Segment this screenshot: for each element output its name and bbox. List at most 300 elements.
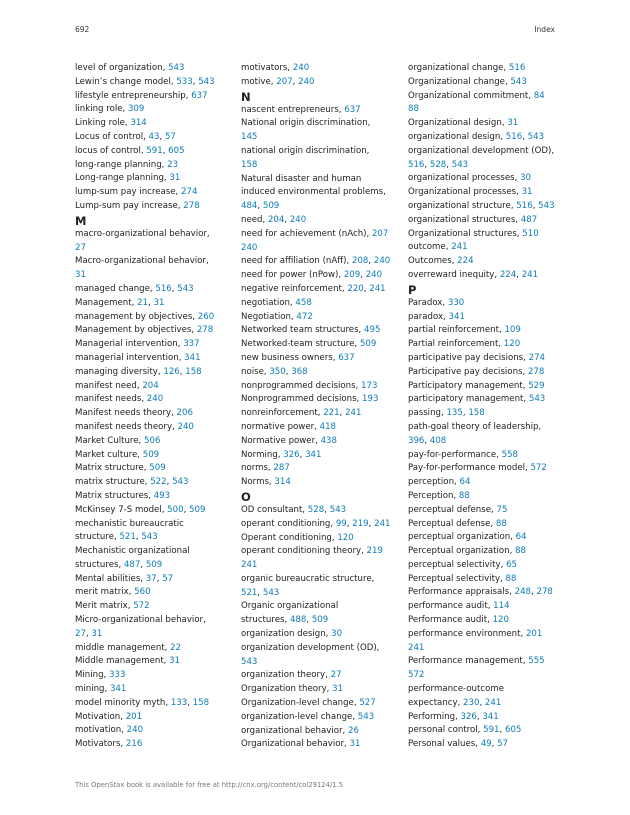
page-link[interactable]: 495 (364, 325, 381, 336)
index-term: Norming, (241, 449, 284, 460)
page-link[interactable]: 31 (153, 297, 165, 308)
page-link[interactable]: 333 (109, 670, 126, 681)
index-term: macro-organizational behavior, (75, 228, 210, 239)
page-link[interactable]: 206 (176, 408, 193, 419)
index-entry (241, 407, 401, 421)
index-entry (408, 90, 568, 118)
page-link[interactable]: 241 (374, 518, 391, 529)
page-link[interactable]: 543 (198, 76, 215, 87)
index-term: need for achievement (nAch), (241, 228, 372, 239)
index-entry-line (75, 628, 235, 642)
index-term: Outcomes, (408, 256, 458, 267)
index-entry-line (241, 242, 401, 256)
index-term: Merit matrix, (75, 601, 134, 612)
page-link[interactable]: 591 (146, 145, 163, 156)
index-entry (241, 642, 401, 670)
index-term: Participatory management, (408, 380, 529, 391)
index-entry (75, 393, 235, 407)
page-link[interactable]: 120 (492, 615, 509, 626)
index-term: structures, (75, 559, 124, 570)
index-term: Managerial intervention, (75, 339, 184, 350)
page-link[interactable]: 224 (499, 269, 517, 280)
page-link[interactable]: 528 (429, 159, 447, 170)
page-link[interactable]: 158 (192, 697, 210, 708)
index-entry-line (75, 186, 235, 200)
index-entry-line (241, 435, 401, 449)
page-link[interactable]: 88 (458, 490, 470, 501)
page-link[interactable]: 31 (169, 173, 181, 184)
page-link[interactable]: 543 (528, 394, 546, 405)
page-link[interactable]: 309 (127, 104, 145, 115)
page-link[interactable]: 30 (520, 173, 532, 184)
page-link[interactable]: 637 (344, 104, 361, 115)
index-term: linking role, (75, 104, 128, 115)
page-link[interactable]: 278 (196, 325, 214, 336)
page-link[interactable]: 560 (134, 587, 151, 598)
index-letter-heading: M (75, 213, 87, 228)
page-separator: , (159, 131, 165, 142)
page-link[interactable]: 31 (507, 118, 519, 129)
page-link[interactable]: 240 (292, 63, 310, 73)
page-link[interactable]: 64 (515, 532, 527, 543)
page-link[interactable]: 529 (528, 380, 545, 391)
page-link[interactable]: 438 (320, 435, 337, 446)
page-link[interactable]: 88 (515, 546, 527, 557)
index-entry (75, 545, 235, 573)
index-entry (75, 573, 235, 587)
index-entry (408, 655, 568, 683)
index-entry-line (241, 145, 401, 159)
page-link[interactable]: 241 (408, 642, 425, 653)
page-link[interactable]: 219 (366, 546, 383, 557)
page-link[interactable]: 368 (291, 366, 308, 377)
page-link[interactable]: 221 (323, 408, 340, 419)
page-link[interactable]: 31 (521, 187, 533, 198)
index-entry (75, 697, 235, 711)
index-term: Organizational processes, (408, 187, 522, 198)
page-link[interactable]: 241 (521, 269, 539, 280)
page-link[interactable]: 278 (183, 200, 200, 211)
page-link[interactable]: 204 (267, 214, 285, 225)
index-entry (75, 655, 235, 669)
page-link[interactable]: 21 (137, 297, 149, 308)
page-link[interactable]: 396 (408, 435, 425, 446)
page-link[interactable]: 240 (241, 242, 258, 253)
page-link[interactable]: 240 (289, 214, 307, 225)
page-link[interactable]: 43 (148, 131, 160, 142)
page-link[interactable]: 158 (241, 159, 258, 170)
index-entry (241, 476, 401, 490)
index-term: path-goal theory of leadership, (408, 421, 542, 432)
page-link[interactable]: 241 (241, 560, 258, 571)
page-link[interactable]: 516 (516, 200, 533, 211)
page-link[interactable]: 341 (482, 711, 499, 722)
page-link[interactable]: 241 (484, 697, 502, 708)
index-term: managing diversity, (75, 366, 164, 377)
page-separator: , (85, 628, 92, 639)
index-entry-line (408, 324, 568, 338)
page-link[interactable]: 555 (528, 656, 545, 667)
page-link[interactable]: 326 (283, 449, 300, 460)
page-link[interactable]: 543 (262, 587, 280, 598)
page-link[interactable]: 509 (311, 615, 329, 626)
page-link[interactable]: 487 (123, 559, 141, 570)
index-entry-line (241, 504, 401, 518)
page-link[interactable]: 230 (463, 697, 480, 708)
index-column-3 (408, 62, 568, 752)
page-number: 692 (75, 25, 90, 34)
page-link[interactable]: 57 (497, 739, 509, 750)
index-entry (75, 62, 235, 76)
page-separator: , (491, 739, 498, 750)
index-entry-line (408, 614, 568, 628)
index-term: new business owners, (241, 352, 339, 363)
page-link[interactable]: 241 (345, 408, 362, 419)
page-link[interactable]: 506 (144, 435, 161, 446)
index-entry (75, 683, 235, 697)
page-link[interactable]: 314 (130, 118, 147, 129)
page-link[interactable]: 220 (347, 283, 364, 294)
index-entry-line (75, 669, 235, 683)
index-term: need for affiliation (nAff), (241, 256, 352, 267)
page-link[interactable]: 558 (501, 449, 519, 460)
page-link[interactable]: 330 (447, 297, 465, 308)
page-separator: , (162, 145, 169, 156)
page-link[interactable]: 591 (483, 725, 500, 736)
index-letter-heading: P (408, 282, 417, 297)
index-entry (75, 642, 235, 656)
page-link[interactable]: 487 (520, 214, 538, 225)
page-link[interactable]: 488 (289, 615, 307, 626)
page-link[interactable]: 274 (528, 352, 546, 363)
index-entry (241, 600, 401, 628)
page-link[interactable]: 350 (269, 366, 286, 377)
index-entry (241, 545, 401, 573)
index-entry-line (241, 297, 401, 311)
page-link[interactable]: 493 (153, 490, 171, 501)
page-link[interactable]: 543 (329, 504, 347, 515)
page-link[interactable]: 341 (448, 311, 465, 322)
index-entry-line (75, 435, 235, 449)
page-link[interactable]: 240 (177, 421, 194, 432)
page-link[interactable]: 27 (75, 628, 86, 639)
page-link[interactable]: 209 (343, 270, 361, 281)
index-entry-line (408, 186, 568, 200)
index-term: Norms, (241, 477, 275, 488)
page-link[interactable]: 37 (145, 573, 157, 584)
index-entry (241, 380, 401, 394)
page-link[interactable]: 109 (504, 325, 521, 336)
index-entry (241, 711, 401, 725)
index-term: Market culture, (75, 449, 143, 460)
page-link[interactable]: 88 (505, 573, 517, 584)
index-entry-line (75, 504, 235, 518)
page-link[interactable]: 31 (169, 656, 181, 667)
page-link[interactable]: 484 (241, 201, 258, 212)
page-link[interactable]: 278 (527, 366, 545, 377)
page-link[interactable]: 57 (164, 131, 176, 142)
page-link[interactable]: 408 (429, 435, 447, 446)
index-entry (75, 283, 235, 297)
index-entry (408, 683, 568, 711)
page-link[interactable]: 207 (276, 76, 293, 87)
page-separator: , (148, 297, 154, 308)
index-entry (241, 352, 401, 366)
page-link[interactable]: 572 (408, 670, 425, 681)
page-link[interactable]: 543 (527, 131, 545, 142)
page-link[interactable]: 528 (307, 504, 325, 515)
page-link[interactable]: 57 (162, 573, 174, 584)
index-term: Networked team structures, (241, 325, 365, 336)
page-link[interactable]: 64 (459, 477, 471, 488)
index-term: Management by objectives, (75, 325, 197, 336)
page-link[interactable]: 31 (91, 628, 103, 639)
index-entry-line (408, 103, 568, 117)
index-term: manifest needs, (75, 394, 147, 405)
page-link[interactable]: 509 (359, 339, 377, 350)
index-term: operant conditioning, (241, 518, 336, 529)
index-entry (408, 738, 568, 752)
page-separator: , (360, 270, 366, 281)
page-link[interactable]: 516 (155, 283, 172, 294)
page-link[interactable]: 572 (530, 463, 547, 474)
page-link[interactable]: 88 (495, 518, 507, 529)
index-entry-line (75, 103, 235, 117)
page-link[interactable]: 533 (176, 76, 193, 87)
index-entry (241, 518, 401, 532)
page-link[interactable]: 133 (170, 697, 188, 708)
page-link[interactable]: 543 (241, 656, 258, 667)
page-link[interactable]: 543 (168, 63, 185, 73)
index-term: model minority myth, (75, 697, 171, 708)
page-link[interactable]: 521 (241, 587, 258, 598)
index-term: Motivation, (75, 711, 126, 722)
page-link[interactable]: 543 (172, 477, 189, 488)
page-link[interactable]: 145 (241, 132, 258, 143)
page-link[interactable]: 522 (150, 477, 167, 488)
page-link[interactable]: 193 (362, 394, 379, 405)
page-link[interactable]: 216 (125, 739, 143, 750)
index-entry-line (408, 462, 568, 476)
page-link[interactable]: 158 (185, 366, 202, 377)
index-entry (408, 62, 568, 76)
index-entry-line (408, 241, 568, 255)
page-link[interactable]: 248 (514, 587, 532, 598)
page-link[interactable]: 135 (446, 408, 463, 419)
index-entry-line (408, 449, 568, 463)
page-link[interactable]: 509 (145, 559, 163, 570)
page-link[interactable]: 509 (189, 504, 206, 515)
page-link[interactable]: 458 (295, 297, 312, 308)
page-link[interactable]: 472 (296, 311, 313, 322)
page-link[interactable]: 126 (163, 366, 180, 377)
index-entry (75, 449, 235, 463)
index-term: organizational structures, (408, 214, 521, 225)
page-link[interactable]: 418 (319, 421, 337, 432)
index-term: Lump-sum pay increase, (75, 200, 184, 211)
page-link[interactable]: 605 (504, 725, 522, 736)
index-entry (241, 214, 401, 228)
page-link[interactable]: 341 (184, 352, 201, 363)
index-entry-line (75, 531, 235, 545)
page-link[interactable]: 241 (451, 242, 468, 253)
page-link[interactable]: 287 (273, 463, 290, 474)
page-link[interactable]: 509 (149, 463, 166, 474)
page-link[interactable]: 240 (126, 725, 144, 736)
page-link[interactable]: 240 (146, 394, 164, 405)
index-term: paradox, (408, 311, 449, 322)
page-link[interactable]: 173 (361, 380, 378, 391)
index-entry-line (241, 324, 401, 338)
index-entry-line (241, 462, 401, 476)
index-entry (408, 614, 568, 628)
page-link[interactable]: 208 (351, 256, 369, 267)
page-link[interactable]: 30 (331, 629, 343, 640)
page-link[interactable]: 224 (457, 256, 474, 267)
index-term: Performing, (408, 711, 461, 722)
page-separator: , (368, 518, 375, 529)
index-term: Personal values, (408, 739, 481, 750)
index-term: organizational processes, (408, 173, 521, 184)
page-link[interactable]: 240 (365, 270, 383, 281)
page-link[interactable]: 543 (357, 711, 375, 722)
page-separator: , (284, 214, 290, 225)
index-entry (75, 724, 235, 738)
index-term: organization theory, (241, 670, 331, 681)
index-entry-line (408, 393, 568, 407)
page-link[interactable]: 22 (170, 642, 182, 653)
page-link[interactable]: 314 (274, 477, 291, 488)
page-link[interactable]: 274 (181, 187, 198, 198)
index-term: operant conditioning theory, (241, 546, 367, 557)
page-link[interactable]: 201 (525, 628, 543, 639)
page-link[interactable]: 75 (496, 504, 508, 515)
page-link[interactable]: 516 (508, 63, 526, 73)
page-link[interactable]: 240 (298, 76, 315, 87)
index-entry-line (75, 145, 235, 159)
page-link[interactable]: 219 (352, 518, 369, 529)
index-term: Paradox, (408, 297, 448, 308)
index-term: Organization-level change, (241, 698, 360, 709)
index-entry-line (75, 283, 235, 297)
index-entry-line (241, 738, 401, 752)
page-link[interactable]: 204 (142, 380, 159, 391)
index-entry (408, 241, 568, 255)
index-entry (241, 725, 401, 739)
index-term: Organizational behavior, (241, 739, 350, 750)
index-term: OD consultant, (241, 504, 308, 515)
page-link[interactable]: 201 (125, 711, 143, 722)
page-link[interactable]: 65 (506, 559, 518, 570)
page-link[interactable]: 341 (109, 684, 127, 695)
page-link[interactable]: 527 (359, 698, 376, 709)
page-link[interactable]: 120 (503, 339, 521, 350)
index-term: Networked-team structure, (241, 339, 360, 350)
page-link[interactable]: 543 (538, 200, 555, 211)
index-entry-line (408, 421, 568, 435)
page-link[interactable]: 23 (167, 159, 179, 170)
index-entry-line (75, 393, 235, 407)
page-link[interactable]: 278 (536, 587, 553, 598)
page-link[interactable]: 337 (183, 339, 200, 350)
index-entry-line (241, 62, 401, 76)
index-term: manifest needs theory, (75, 421, 178, 432)
page-link[interactable]: 241 (369, 283, 386, 294)
page-link[interactable]: 260 (197, 311, 215, 322)
page-link[interactable]: 516 (505, 131, 523, 142)
index-entry (75, 103, 235, 117)
page-link[interactable]: 84 (533, 90, 545, 101)
page-link[interactable]: 516 (408, 159, 425, 170)
page-link[interactable]: 521 (119, 532, 136, 543)
page-link[interactable]: 637 (191, 90, 208, 101)
page-separator: , (324, 504, 330, 515)
page-link[interactable]: 543 (510, 76, 527, 87)
page-link[interactable]: 88 (408, 104, 419, 115)
page-link[interactable]: 637 (338, 352, 355, 363)
index-term: mechanistic bureaucratic (75, 518, 184, 529)
index-entry (75, 366, 235, 380)
page-separator: , (171, 283, 178, 294)
index-term: organization-level change, (241, 711, 358, 722)
page-link[interactable]: 49 (480, 739, 492, 750)
index-entry-line (75, 600, 235, 614)
index-entry (241, 76, 401, 90)
page-link[interactable]: 572 (133, 601, 150, 612)
index-entry-line (241, 683, 401, 697)
page-separator: , (257, 587, 263, 598)
index-entry (75, 380, 235, 394)
index-entry-line (75, 559, 235, 573)
index-term: Management, (75, 297, 138, 308)
index-entry-line (241, 449, 401, 463)
page-link[interactable]: 341 (305, 449, 322, 460)
page-link[interactable]: 31 (349, 739, 361, 750)
index-entry-line (408, 255, 568, 269)
page-link[interactable]: 99 (335, 518, 347, 529)
page-link[interactable]: 509 (142, 449, 160, 460)
index-entry (408, 518, 568, 532)
page-link[interactable]: 27 (75, 242, 86, 253)
index-entry-line (241, 476, 401, 490)
page-link[interactable]: 207 (371, 228, 389, 239)
index-entry (408, 145, 568, 173)
page-link[interactable]: 543 (451, 159, 469, 170)
page-link[interactable]: 120 (337, 532, 354, 543)
page-link[interactable]: 240 (373, 256, 391, 267)
page-link[interactable]: 543 (141, 532, 158, 543)
index-entry-line (75, 255, 235, 269)
page-link[interactable]: 500 (167, 504, 184, 515)
index-entry-line (241, 228, 401, 242)
page-separator: , (299, 449, 306, 460)
page-link[interactable]: 31 (75, 270, 86, 281)
index-term: perceptual organization, (408, 532, 516, 543)
index-entry (241, 669, 401, 683)
page-link[interactable]: 509 (262, 201, 280, 212)
page-link[interactable]: 114 (493, 601, 510, 612)
page-link[interactable]: 27 (330, 670, 342, 681)
page-link[interactable]: 605 (168, 145, 185, 156)
page-link[interactable]: 26 (348, 725, 359, 736)
index-entry (241, 449, 401, 463)
page-link[interactable]: 158 (468, 408, 485, 419)
index-entry-line (408, 228, 568, 242)
page-link[interactable]: 326 (460, 711, 477, 722)
page-link[interactable]: 543 (177, 283, 194, 294)
page-link[interactable]: 510 (522, 228, 539, 239)
page-link[interactable]: 31 (332, 684, 344, 695)
